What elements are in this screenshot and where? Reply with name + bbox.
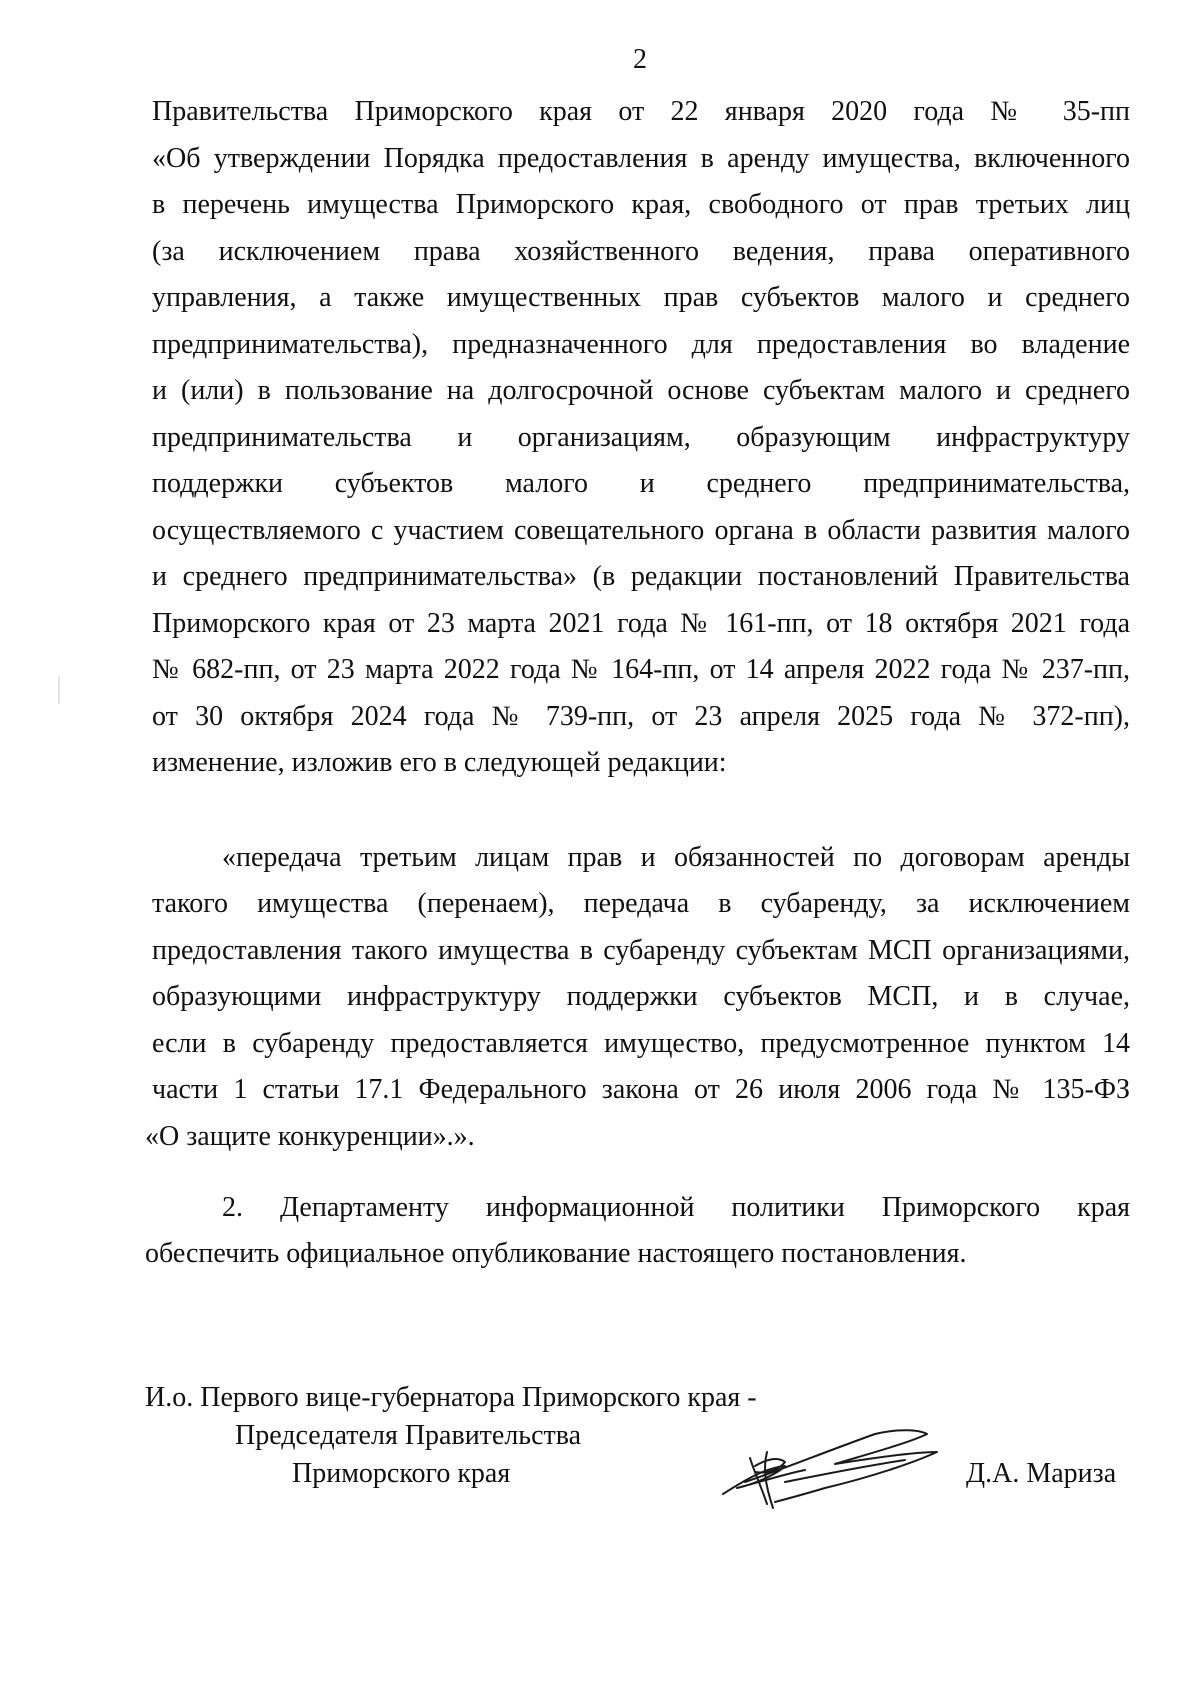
quote-line: если в субаренду предоставляется имущество, предусмотренное пунктом 14 [152,1028,1130,1059]
quote-line: части 1 статьи 17.1 Федерального закона от 26 июля 2006 года № 135-ФЗ [152,1074,1130,1105]
body-line: «Об утверждении Порядка предоставления в аренду имущества, включенного [152,143,1130,174]
body-line: и (или) в пользование на долгосрочной основе субъектам малого и среднего [152,375,1130,406]
body-line: (за исключением права хозяйственного ведения, права оперативного [152,236,1130,267]
signer-position-line: И.о. Первого вице-губернатора Приморского края - [145,1382,757,1413]
quote-line: «передача третьим лицам прав и обязанностей по договорам аренды [222,842,1130,873]
signer-position-line: Приморского края [292,1458,511,1489]
body-line: осуществляемого с участием совещательного органа в области развития малого [152,515,1130,546]
signer-position-line: Председателя Правительства [235,1420,582,1451]
scan-margin-mark [58,676,60,704]
body-line: № 682-пп, от 23 марта 2022 года № 164-пп, от 14 апреля 2022 года № 237-пп, [152,654,1130,685]
body-line: от 30 октября 2024 года № 739-пп, от 23 апреля 2025 года № 372-пп), [152,701,1130,732]
item-2-line: 2. Департаменту информационной политики Приморского края [222,1192,1130,1223]
body-line: поддержки субъектов малого и среднего предпринимательства, [152,468,1130,499]
item-2-line: обеспечить официальное опубликование настоящего постановления. [145,1238,967,1269]
handwritten-signature [715,1422,945,1512]
signer-name: Д.А. Мариза [966,1458,1117,1489]
body-line: Правительства Приморского края от 22 января 2020 года № 35-пп [152,96,1130,127]
quote-line: предоставления такого имущества в субаренду субъектам МСП организациями, [152,935,1130,966]
body-line: предпринимательства), предназначенного для предоставления во владение [152,329,1130,360]
quote-line: такого имущества (перенаем), передача в субаренду, за исключением [152,888,1130,919]
body-line: Приморского края от 23 марта 2021 года № 161-пп, от 18 октября 2021 года [152,608,1130,639]
body-line: и среднего предпринимательства» (в редакции постановлений Правительства [152,561,1130,592]
quote-line: образующими инфраструктуру поддержки субъектов МСП, и в случае, [152,981,1130,1012]
page-number: 2 [633,44,647,75]
body-line: предпринимательства и организациям, образующим инфраструктуру [152,422,1130,453]
quote-line: «О защите конкуренции».». [145,1121,475,1152]
body-line: изменение, изложив его в следующей редакции: [152,747,727,778]
body-line: в перечень имущества Приморского края, свободного от прав третьих лиц [152,189,1130,220]
body-line: управления, а также имущественных прав субъектов малого и среднего [152,282,1130,313]
